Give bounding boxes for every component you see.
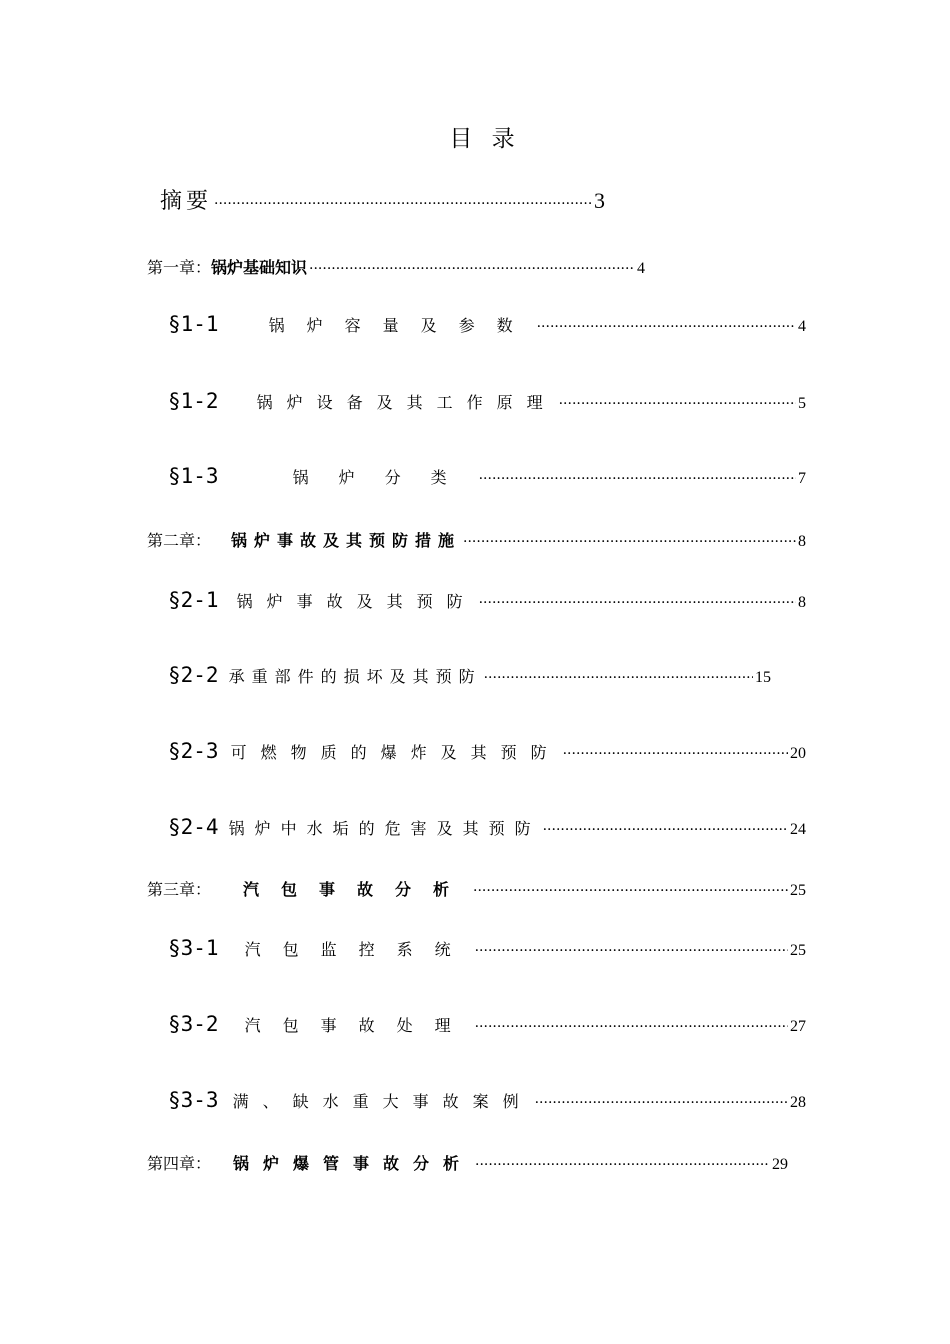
page-number: 8 xyxy=(798,533,806,550)
toc-entry-section-1-2[interactable] xyxy=(168,389,806,413)
toc-entry-chapter-1[interactable] xyxy=(147,255,645,278)
dot-leader xyxy=(214,196,592,212)
section-title: 锅炉设备及其工作原理 xyxy=(256,393,557,412)
page-number: 29 xyxy=(772,1156,788,1173)
section-title: 汽包事故处理 xyxy=(244,1016,473,1035)
page-number: 4 xyxy=(637,260,645,277)
toc-entry-section-2-3[interactable] xyxy=(168,739,806,763)
page-number: 25 xyxy=(790,882,806,899)
toc-entry-section-1-1[interactable] xyxy=(168,312,806,336)
toc-entry-section-2-4[interactable] xyxy=(168,815,806,839)
dot-leader xyxy=(484,670,753,686)
section-title: 锅炉分类 xyxy=(292,468,477,487)
dot-leader xyxy=(475,1157,770,1173)
section-number: §2-2 xyxy=(168,663,219,687)
chapter-label: 第二章： xyxy=(147,533,212,550)
dot-leader xyxy=(543,822,788,838)
chapter-label: 第三章： xyxy=(147,882,212,899)
toc-entry-chapter-2[interactable] xyxy=(147,528,806,551)
section-title: 可燃物质的爆炸及其预防 xyxy=(230,743,561,762)
section-title: 承重部件的损坏及其预防 xyxy=(228,667,482,686)
dot-leader xyxy=(479,471,796,487)
section-number: §1-3 xyxy=(168,464,219,488)
page-number: 27 xyxy=(790,1018,806,1035)
section-number: §3-1 xyxy=(168,936,219,960)
dot-leader xyxy=(475,1019,788,1035)
section-number: §1-1 xyxy=(168,312,219,336)
chapter-title: 锅炉基础知识 xyxy=(211,258,308,277)
dot-leader xyxy=(537,319,796,335)
dot-leader xyxy=(479,595,796,611)
dot-leader xyxy=(473,883,788,899)
chapter-title: 锅炉爆管事故分析 xyxy=(233,1154,474,1173)
toc-entry-chapter-3[interactable] xyxy=(147,877,806,900)
toc-entry-chapter-4[interactable] xyxy=(147,1151,788,1174)
chapter-title: 锅炉事故及其预防措施 xyxy=(231,531,462,550)
chapter-label: 第四章： xyxy=(147,1156,212,1173)
page-number: 20 xyxy=(790,745,806,762)
page-number: 25 xyxy=(790,942,806,959)
toc-entry-section-3-2[interactable] xyxy=(168,1012,806,1036)
chapter-title: 汽包事故分析 xyxy=(243,880,472,899)
section-title: 满、缺水重大事故案例 xyxy=(232,1092,533,1111)
toc-entry-section-3-1[interactable] xyxy=(168,936,806,960)
page-number: 4 xyxy=(798,318,806,335)
page-number: 7 xyxy=(798,470,806,487)
dot-leader xyxy=(463,534,796,550)
chapter-label: 第一章： xyxy=(147,260,212,277)
toc-entry-section-1-3[interactable] xyxy=(168,464,806,488)
section-number: §2-1 xyxy=(168,588,219,612)
dot-leader xyxy=(475,943,788,959)
toc-entry-section-2-1[interactable] xyxy=(168,588,806,612)
page-number: 28 xyxy=(790,1094,806,1111)
page-number: 3 xyxy=(594,188,605,213)
toc-entry-section-3-3[interactable] xyxy=(168,1088,806,1112)
section-number: §2-3 xyxy=(168,739,219,763)
section-number: §1-2 xyxy=(168,389,219,413)
section-title: 锅炉中水垢的危害及其预防 xyxy=(228,819,541,838)
page-number: 24 xyxy=(790,821,806,838)
section-number: §3-2 xyxy=(168,1012,219,1036)
dot-leader xyxy=(309,261,635,277)
section-title: 锅炉事故及其预防 xyxy=(236,592,477,611)
toc-entry-abstract[interactable] xyxy=(160,184,605,215)
section-number: §3-3 xyxy=(168,1088,219,1112)
dot-leader xyxy=(559,396,796,412)
page-number: 5 xyxy=(798,395,806,412)
page-number: 8 xyxy=(798,594,806,611)
dot-leader xyxy=(535,1095,788,1111)
toc-title: 目 录 xyxy=(449,126,521,152)
dot-leader xyxy=(563,746,788,762)
abstract-label: 摘要 xyxy=(160,189,213,214)
section-title: 汽包监控系统 xyxy=(244,940,473,959)
toc-entry-section-2-2[interactable] xyxy=(168,663,771,687)
section-number: §2-4 xyxy=(168,815,219,839)
page-number: 15 xyxy=(755,669,771,686)
section-title: 锅炉容量及参数 xyxy=(268,316,535,335)
